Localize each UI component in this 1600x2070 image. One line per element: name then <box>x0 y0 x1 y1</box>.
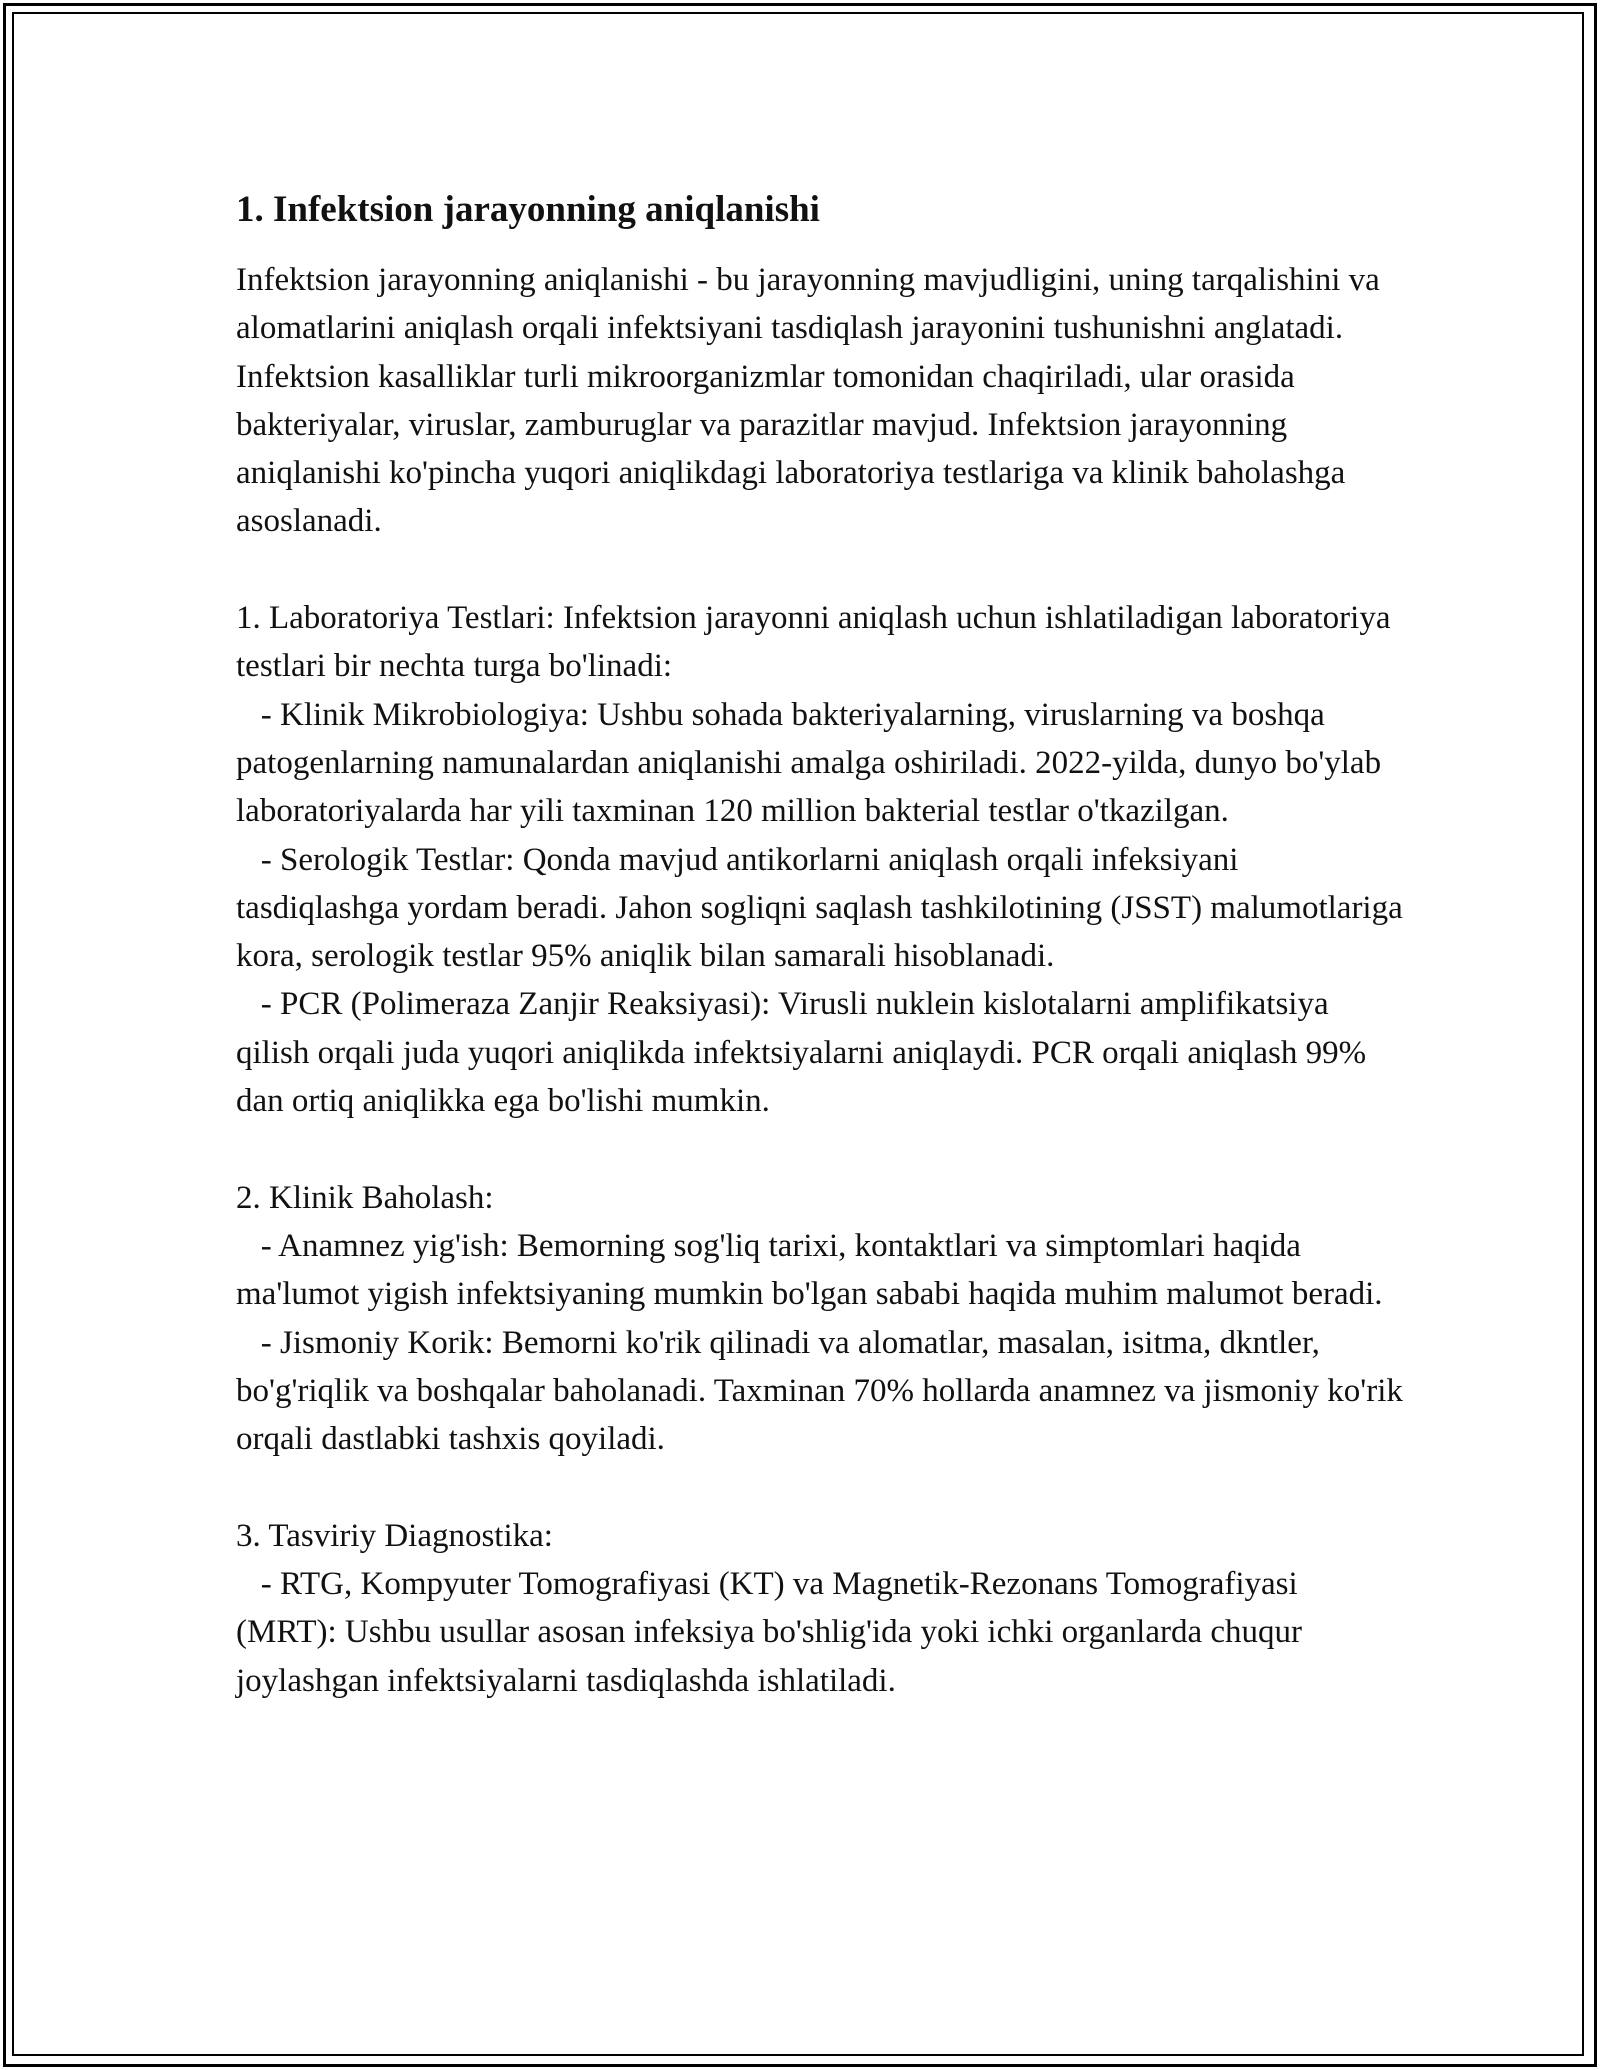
list-item: - Jismoniy Korik: Bemorni ko'rik qilinadi va alomatlar, masalan, isitma, dkntler, bo'g'riqlik va boshqalar baholanadi. Taxminan 70% hollarda anamnez va jismoniy ko'rik orqali dastlabki tashxis qoyiladi. <box>236 1324 1412 1458</box>
section-heading: 1. Laboratoriya Testlari: Infektsion jarayonni aniqlash uchun ishlatiladigan laboratoriya testlari bir nechta turga bo'linadi: <box>236 600 1399 685</box>
section-heading: 3. Tasviriy Diagnostika: <box>236 1517 553 1554</box>
paragraph-gap <box>236 546 1406 594</box>
paragraph-gap <box>236 1463 1406 1511</box>
list-item: - Klinik Mikrobiologiya: Ushbu sohada bakteriyalarning, viruslarning va boshqa patogenlarning namunalardan aniqlanishi amalga oshiriladi. 2022-yilda, dunyo bo'ylab laboratoriyalarda har yili taxminan 120 million bakterial testlar o'tkazilgan. <box>236 696 1390 830</box>
document-title: 1. Infektsion jarayonning aniqlanishi <box>236 189 820 230</box>
section-clinical-assessment <box>236 1174 1412 1464</box>
list-item: - RTG, Kompyuter Tomografiyasi (KT) va Magnetik-Rezonans Tomografiyasi (MRT): Ushbu usullar asosan infeksiya bo'shlig'ida yoki ichki organlarda chuqur joylashgan infektsiyalarni tasdiqlashda ishlatiladi. <box>236 1566 1311 1699</box>
list-item: - Anamnez yig'ish: Bemorning sog'liq tarixi, kontaktlari va simptomlari haqida ma'lumot yigish infektsiyaning mumkin bo'lgan sababi haqida muhim malumot beradi. <box>236 1227 1383 1313</box>
document-body <box>236 186 1412 1705</box>
list-item: - Serologik Testlar: Qonda mavjud antikorlarni aniqlash orqali infeksiyani tasdiqlashga yordam beradi. Jahon sogliqni saqlash tashkilotining (JSST) malumotlariga kora, serologik testlar 95% aniqlik bilan samarali hisoblanadi. <box>236 841 1411 975</box>
section-imaging-diagnostics <box>236 1512 1406 1705</box>
paragraph-gap <box>236 1125 1406 1173</box>
intro-paragraph: Infektsion jarayonning aniqlanishi - bu jarayonning mavjudligini, uning tarqalishini va alomatlarini aniqlash orqali infektsiyani tasdiqlash jarayonini tushunishni anglatadi. Infektsion kasalliklar turli mikroorganizmlar tomonidan chaqiriladi, ular orasida bakteriyalar, viruslar, zamburuglar va parazitlar mavjud. Infektsion jarayonning aniqlanishi ko'pincha yuqori aniqlikdagi laboratoriya testlariga va klinik baholashga asoslanadi. <box>236 262 1389 540</box>
section-heading: 2. Klinik Baholash: <box>236 1179 494 1216</box>
section-laboratory-tests <box>236 594 1411 1125</box>
list-item: - PCR (Polimeraza Zanjir Reaksiyasi): Virusli nuklein kislotalarni amplifikatsiya qilish orqali juda yuqori aniqlikda infektsiyalarni aniqlaydi. PCR orqali aniqlash 99% dan ortiq aniqlikka ega bo'lishi mumkin. <box>236 986 1375 1120</box>
